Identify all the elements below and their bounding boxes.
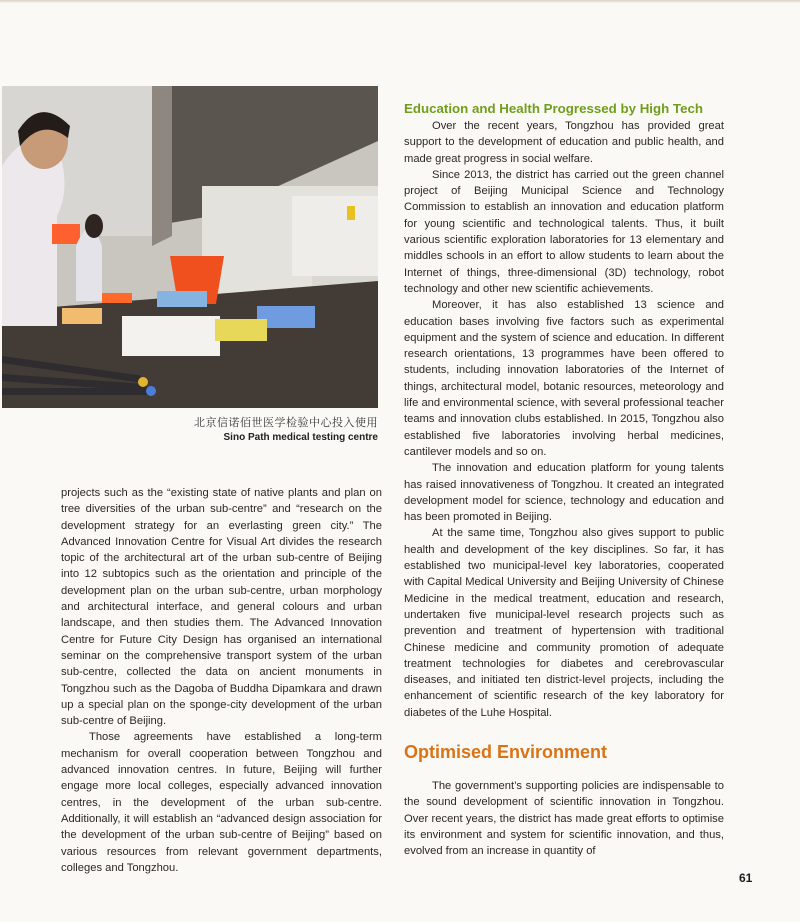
- second-researcher-hair: [85, 214, 103, 238]
- lab-photo: [2, 86, 378, 408]
- orange-lid: [102, 293, 132, 303]
- caption-chinese: 北京信诺佰世医学检验中心投入使用: [194, 417, 378, 429]
- right-column: [404, 101, 724, 859]
- shelf-edge: [152, 86, 172, 246]
- white-rack: [122, 316, 220, 356]
- equipment-cabinet: [292, 196, 378, 276]
- left-column: [61, 485, 382, 876]
- photo-caption: [194, 414, 378, 443]
- paragraph: The innovation and education platform for young talents has raised innovativeness of Tongzhou. It created an integrated development model for science, technology and education and has been promoted in Beijing.: [404, 462, 724, 524]
- lab-photo-illustration: [2, 86, 378, 408]
- sample-tray: [62, 308, 102, 324]
- pipette-button: [146, 386, 156, 396]
- page-top-edge: [0, 0, 800, 3]
- yellow-tip-box: [215, 319, 267, 341]
- paragraph: Those agreements have established a long-term mechanism for overall cooperation between Tongzhou and advanced innovation centres. In future, Beijing will further engage more local colleges, especially advanced innovation centres, in the development of the urban sub-centre. Additionally, it will establish an “advanced design association for the development of the urban sub-centre of Beijing” based on various resources from relevant government departments, colleges and Tongzhou.: [61, 731, 382, 874]
- blue-tip-box: [157, 291, 207, 307]
- paragraph: Moreover, it has also established 13 science and education bases involving five factors such as experimental equipment and the system of science and education. In different research orientations, 13 programmes have been offered to students, including innovation laboratories of the Internet of things, architectural model, botanic resources, meteorology and life and environmental science, with several professional teacher teams and innovation clubs established. In 2015, Tongzhou also established five laboratories involving herbal medicines, cantilever models and so on.: [404, 299, 724, 458]
- section-heading-education-health: Education and Health Progressed by High Tech: [404, 101, 703, 116]
- orange-box-held: [52, 224, 80, 244]
- warning-sign: [347, 206, 355, 220]
- paragraph: At the same time, Tongzhou also gives support to public health and development of the key disciplines. So far, it has established two municipal-level key laboratories, cooperated with Capital Medical University and Beijing University of Chinese Medicine in the medical treatment, education and research, undertaken five municipal-level research projects such as prevention and treatment of hypertension with traditional Chinese medicine and community promotion of adequate treatment technologies for diabetes and cerebrovascular diseases, and initiated ten district-level projects, including the enhancement of scientific research of the key laboratory for diabetes of the Luhe Hospital.: [404, 527, 724, 719]
- pipette: [2, 388, 147, 395]
- caption-english: Sino Path medical testing centre: [223, 432, 378, 443]
- pipette-button: [138, 377, 148, 387]
- paragraph: Over the recent years, Tongzhou has provided great support to the development of education and public health, and made great progress in social welfare.: [404, 120, 724, 165]
- paragraph: Since 2013, the district has carried out the green channel project of Beijing Municipal Science and Technology Commission to establish an innovation and education platform for young scientific and technological talents. Thus, it built various scientific exploration laboratories for 13 elementary and middles schools in an effort to allow students to learn about the Internet of things, three-dimensional (3D) technology, robot technology and other new scientific achievements.: [404, 168, 724, 295]
- second-researcher: [76, 229, 102, 302]
- paragraph: The government’s supporting policies are indispensable to the sound development of scientific innovation in Tongzhou. Over recent years, the district has made great efforts to optimise its environment and system for scientific innovation, and thus, evolved from an increase in quantity of: [404, 779, 724, 858]
- paragraph: projects such as the “existing state of native plants and plan on tree diversities of the urban sub-centre” and “research on the development strategy for an everlasting green city.” The Advanced Innovation Centre for Visual Art divides the research topic of the architectural art of the urban sub-centre of Beijing into 12 subtopics such as the orientation and principle of the development plan on the urban sub-centre, urban morphology and architectural interface, and general colours and urban landscape, and then studies them. The Advanced Innovation Centre for Future City Design has organised an international seminar on the comprehensive transport system of the urban sub-centre, collected the data on ancient monuments in Tongzhou such as the Dagoba of Buddha Dipamkara and drawn up a special plan on the sponge-city development of the urban sub-centre of Beijing.: [61, 487, 382, 728]
- page-number: 61: [739, 871, 753, 885]
- section-heading-optimised-environment: Optimised Environment: [404, 741, 608, 762]
